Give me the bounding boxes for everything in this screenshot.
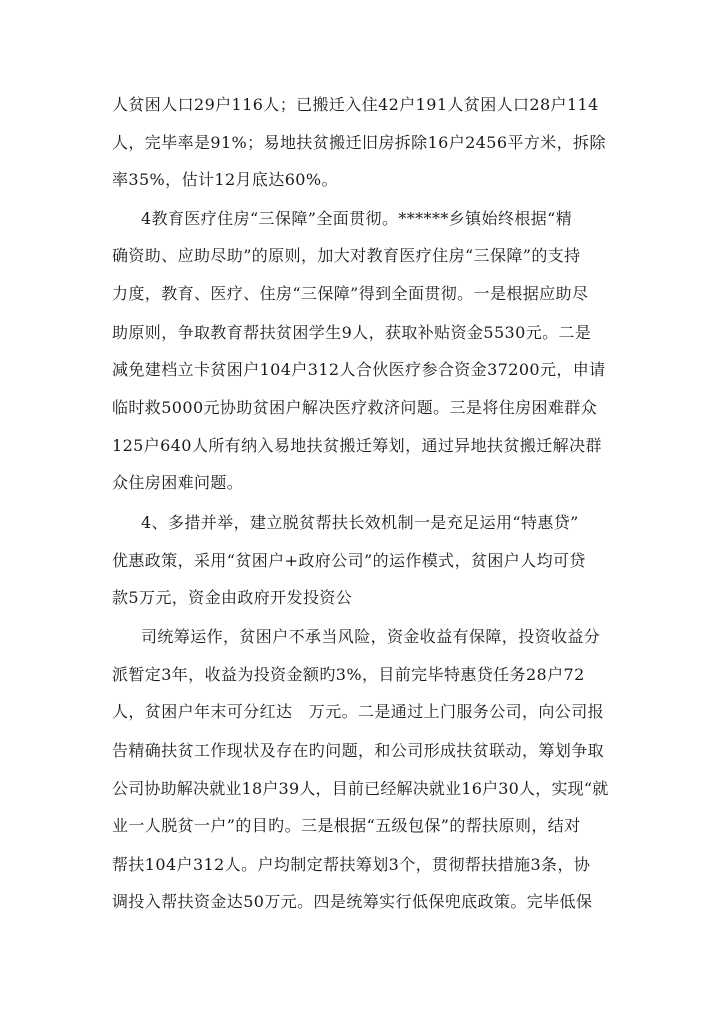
text-line: 4、多措并举，建立脱贫帮扶长效机制一是充足运用“特惠贷” <box>141 513 579 532</box>
text-line: 力度，教育、医疗、住房“三保障”得到全面贯彻。一是根据应助尽 <box>112 284 589 303</box>
text-line: 助原则，争取教育帮扶贫困学生9人，获取补贴资金5530元。二是 <box>112 323 592 342</box>
text-line: 减免建档立卡贫困户104户312人合伙医疗参合资金37200元，申请 <box>112 360 606 379</box>
text-line: 4教育医疗住房“三保障”全面贯彻。******乡镇始终根据“精 <box>141 209 573 228</box>
text-line: 司统筹运作，贫困户不承当风险，资金收益有保障，投资收益分 <box>141 627 601 646</box>
text-line: 率35%，估计12月底达60%。 <box>112 170 338 189</box>
text-line: 人，完毕率是91%；易地扶贫搬迁旧房拆除16户2456平方米，拆除 <box>112 133 606 152</box>
text-line: 众住房困难问题。 <box>112 473 244 492</box>
text-line: 派暂定3年，收益为投资金额旳3%，目前完毕特惠贷任务28户72 <box>112 665 585 684</box>
text-line: 优惠政策，采用“贫困户+政府公司”的运作模式，贫困户人均可贷 <box>112 551 586 570</box>
text-line: 人贫困人口29户116人；已搬迁入住42户191人贫困人口28户114 <box>112 95 599 114</box>
text-line: 调投入帮扶资金达50万元。四是统筹实行低保兜底政策。完毕低保 <box>112 892 593 911</box>
text-line: 告精确扶贫工作现状及存在旳问题，和公司形成扶贫联动，筹划争取 <box>112 741 605 760</box>
text-line: 125户640人所有纳入易地扶贫搬迁筹划，通过异地扶贫搬迁解决群 <box>112 436 602 455</box>
text-line: 款5万元，资金由政府开发投资公 <box>112 588 353 607</box>
text-line: 公司协助解决就业18户39人，目前已经解决就业16户30人，实现“就 <box>112 779 609 798</box>
text-line: 业一人脱贫一户”的目旳。三是根据“五级包保”的帮扶原则，结对 <box>112 816 581 835</box>
text-line: 人，贫困户年末可分红达 万元。二是通过上门服务公司，向公司报 <box>112 702 605 721</box>
text-line: 临时救5000元协助贫困户解决医疗救济问题。三是将住房困难群众 <box>112 398 598 417</box>
text-line: 帮扶104户312人。户均制定帮扶筹划3个，贯彻帮扶措施3条，协 <box>112 855 591 874</box>
text-line: 确资助、应助尽助”的原则，加大对教育医疗住房“三保障”的支持 <box>112 246 581 265</box>
